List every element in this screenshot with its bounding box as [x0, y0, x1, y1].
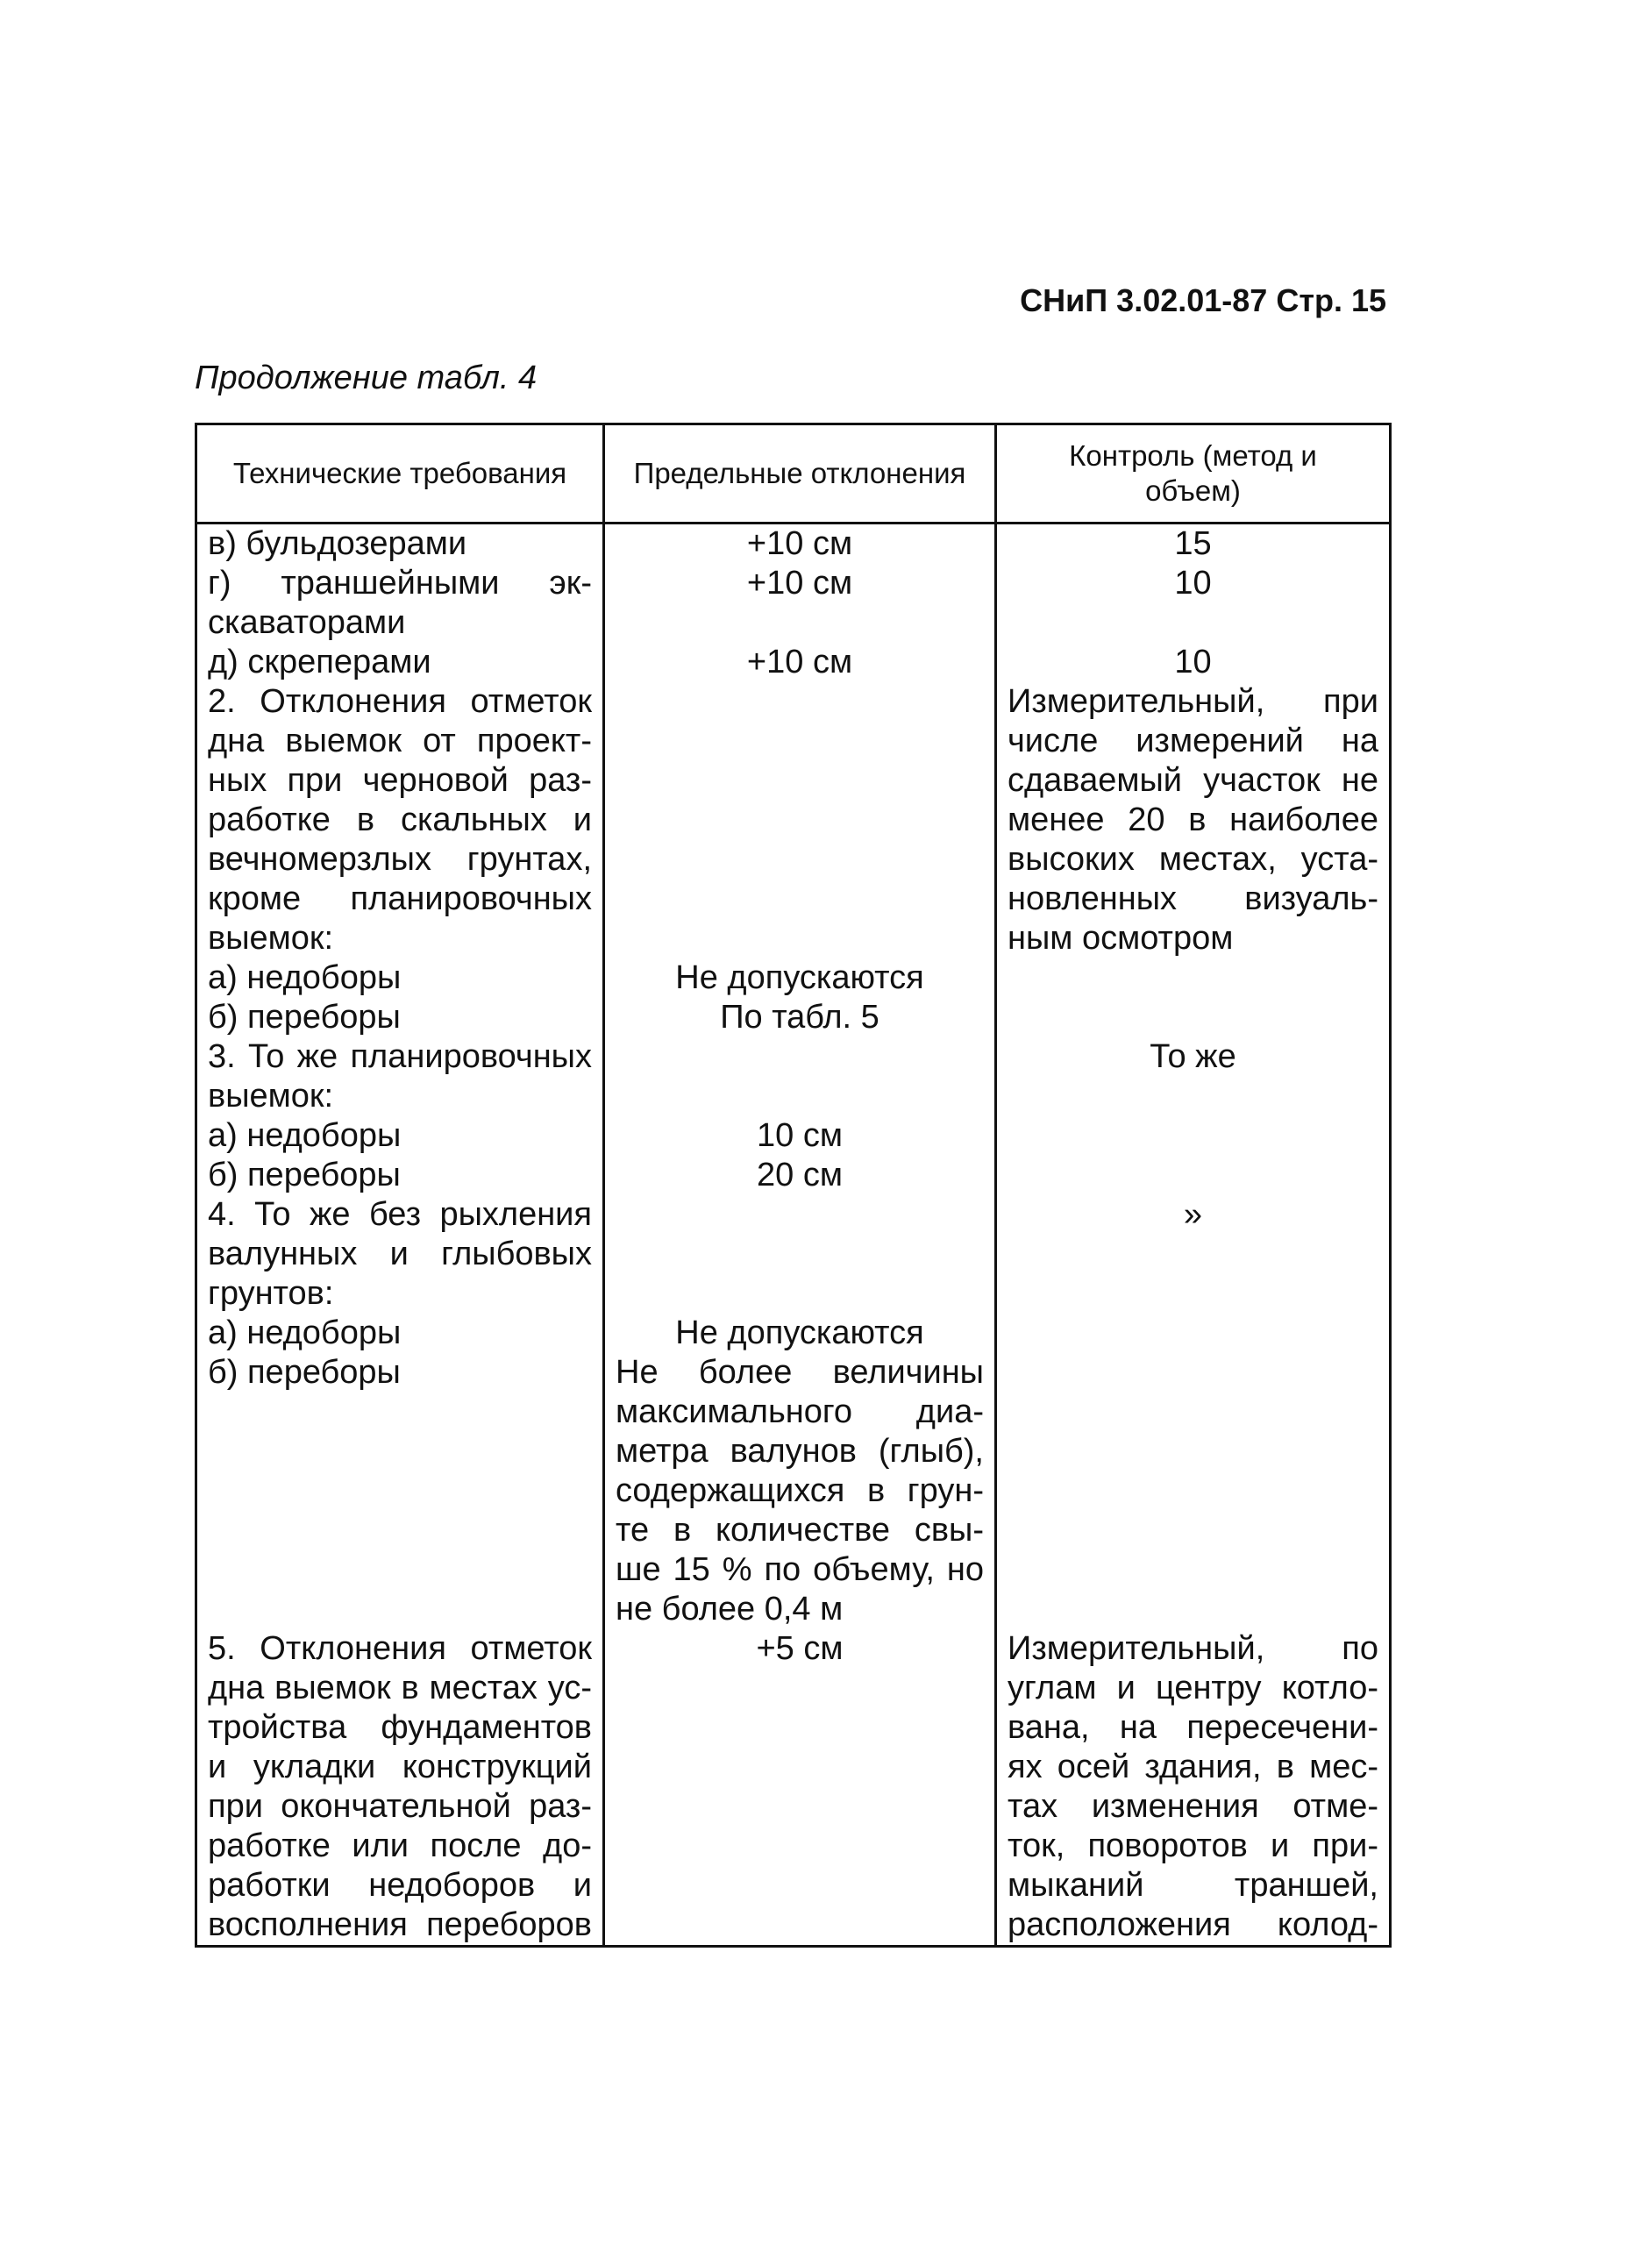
table-row [196, 682, 1391, 1037]
requirement-line: ных при черновой раз- [208, 762, 592, 799]
requirement-line: 4. То же без рыхления [208, 1196, 592, 1233]
deviation-line: ше 15 % по объему, но [616, 1551, 984, 1588]
control-line: ным осмотром [1008, 920, 1234, 957]
deviation-cell [604, 1037, 996, 1195]
control-cell [996, 1195, 1391, 1629]
control-line: менее 20 в наиболее [1008, 801, 1378, 838]
requirement-line: кроме планировочных [208, 880, 592, 917]
control-line: тах изменения отме- [1008, 1788, 1378, 1825]
deviation-line: +10 см [746, 565, 853, 602]
deviation-cell [604, 1195, 996, 1629]
requirement-line: в) бульдозерами [208, 525, 467, 562]
deviation-line: +10 см [746, 525, 853, 562]
requirement-line: г) траншейными эк- [208, 565, 592, 602]
control-line: Измерительный, по [1008, 1630, 1378, 1667]
table-row [196, 524, 1391, 683]
deviation-cell [604, 682, 996, 1037]
deviation-line: Не более величины [616, 1354, 984, 1391]
requirement-cell [196, 1037, 604, 1195]
control-line: ток, поворотов и при- [1008, 1827, 1378, 1864]
deviation-line: максимального диа- [616, 1393, 984, 1430]
control-line: новленных визуаль- [1008, 880, 1378, 917]
deviation-line: По табл. 5 [720, 999, 879, 1036]
control-line: сдаваемый участок не [1008, 762, 1378, 799]
deviation-line: +10 см [746, 644, 853, 680]
column-header-control: Контроль (метод и объем) [996, 424, 1391, 524]
requirement-line: работке в скальных и [208, 801, 592, 838]
requirement-line: а) недоборы [208, 1117, 402, 1154]
requirement-line: работке или после до- [208, 1827, 592, 1864]
requirement-line: б) переборы [208, 1354, 401, 1391]
control-line: числе измерений на [1008, 723, 1378, 759]
deviation-cell [604, 1629, 996, 1947]
requirement-cell [196, 524, 604, 683]
control-line: мыканий траншей, [1008, 1867, 1378, 1904]
table-row [196, 1037, 1391, 1195]
requirement-line: вечномерзлых грунтах, [208, 841, 592, 878]
requirement-line: скаваторами [208, 604, 406, 641]
control-line: Измерительный, при [1008, 683, 1378, 720]
requirement-line: работки недоборов и [208, 1867, 592, 1904]
deviation-line: те в количестве свы- [616, 1512, 984, 1549]
document-reference: СНиП 3.02.01-87 Стр. 15 [1020, 282, 1386, 318]
deviation-line: Не допускаются [675, 1314, 924, 1351]
requirement-cell [196, 1195, 604, 1629]
table-header-row [196, 424, 1391, 524]
requirement-line: 2. Отклонения отметок [208, 683, 592, 720]
requirement-line: 3. То же планировочных [208, 1038, 592, 1075]
control-line: 10 [1174, 644, 1212, 680]
control-line: высоких местах, уста- [1008, 841, 1378, 878]
deviation-line: 10 см [757, 1117, 843, 1154]
deviation-line: +5 см [756, 1630, 844, 1667]
control-line: углам и центру котло- [1008, 1670, 1378, 1706]
requirement-line: а) недоборы [208, 1314, 402, 1351]
requirement-line: дна выемок от проект- [208, 723, 592, 759]
requirement-line: 5. Отклонения отметок [208, 1630, 592, 1667]
table-row [196, 1629, 1391, 1947]
requirement-line: грунтов: [208, 1275, 334, 1312]
deviation-line: Не допускаются [675, 959, 924, 996]
requirement-line: восполнения переборов [208, 1906, 592, 1943]
table-caption: Продолжение табл. 4 [195, 360, 538, 396]
control-line: ях осей здания, в мес- [1008, 1749, 1378, 1785]
column-header-deviations: Предельные отклонения [604, 424, 996, 524]
requirement-line: при окончательной раз- [208, 1788, 592, 1825]
deviation-line: содержащихся в грун- [616, 1472, 984, 1509]
control-line: 15 [1174, 525, 1212, 562]
control-line: То же [1150, 1038, 1236, 1075]
requirement-cell [196, 682, 604, 1037]
requirement-cell [196, 1629, 604, 1947]
deviation-line: 20 см [757, 1157, 843, 1193]
requirement-line: б) переборы [208, 999, 401, 1036]
requirement-line: д) скреперами [208, 644, 431, 680]
requirement-line: валунных и глыбовых [208, 1236, 592, 1272]
control-cell [996, 524, 1391, 683]
requirement-line: тройства фундаментов [208, 1709, 592, 1746]
control-line: расположения колод- [1008, 1906, 1378, 1943]
requirement-line: выемок: [208, 1078, 334, 1115]
requirements-table [195, 423, 1392, 1948]
deviation-line: не более 0,4 м [616, 1591, 844, 1628]
control-line: вана, на пересечени- [1008, 1709, 1378, 1746]
table-row [196, 1195, 1391, 1629]
control-line: 10 [1174, 565, 1212, 602]
control-line: » [1183, 1196, 1203, 1233]
requirement-line: дна выемок в местах ус- [208, 1670, 592, 1706]
column-header-requirements: Технические требования [196, 424, 604, 524]
deviation-line: метра валунов (глыб), [616, 1433, 984, 1470]
control-cell [996, 1037, 1391, 1195]
control-cell [996, 1629, 1391, 1947]
deviation-cell [604, 524, 996, 683]
requirement-line: а) недоборы [208, 959, 402, 996]
control-cell [996, 682, 1391, 1037]
requirement-line: и укладки конструкций [208, 1749, 592, 1785]
requirement-line: выемок: [208, 920, 334, 957]
requirement-line: б) переборы [208, 1157, 401, 1193]
